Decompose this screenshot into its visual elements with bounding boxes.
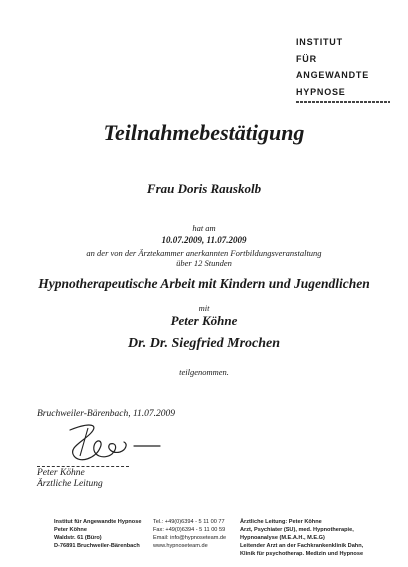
footer-address-line: Institut für Angewandte Hypnose [54,519,142,525]
logo-underline [296,101,390,103]
event-description: an der von der Ärztekammer anerkannten Fortbildungsveranstaltung [86,248,322,258]
trainer-2: Dr. Dr. Siegfried Mrochen [127,336,281,351]
event-dates: 10.07.2009, 11.07.2009 [161,235,247,245]
mit-text: mit [198,303,210,313]
footer-medical-line: Klinik für psychotherap. Medizin und Hypnose [240,551,364,557]
place-date: Bruchweiler-Bärenbach, 11.07.2009 [37,409,176,419]
logo-line-2: FÜR [296,53,317,64]
footer-phone: Tel.: +49(0)6394 - 5 11 00 77 [153,519,225,525]
footer-medical-line: Leitender Arzt an der Fachkrankenklinik Dahn, [240,543,364,549]
course-title: Hypnotherapeutische Arbeit mit Kindern und Jugendlichen [38,276,370,291]
footer-medical-line: Ärztliche Leitung: Peter Köhne [240,519,322,525]
footer-address-line: Peter Köhne [54,527,87,533]
signer-role: Ärztliche Leitung [37,479,103,489]
certificate-title: Teilnahmebestätigung [103,120,305,145]
footer-medical-direction [240,518,363,558]
handwritten-signature [60,418,170,466]
trainer-1: Peter Köhne [170,313,238,328]
footer-medical-line: Hypnoanalyse (M.E.A.H., M.E.G) [240,535,325,541]
footer-email: Email: info@hypnoseteam.de [153,535,227,541]
logo-line-3: ANGEWANDTE [296,70,369,80]
footer-address-line: Waldstr. 61 (Büro) [54,535,102,541]
hat-am-text: hat am [192,223,216,233]
signer-name: Peter Köhne [37,468,85,478]
institute-logo [296,34,392,103]
logo-line-1: INSTITUT [296,37,343,47]
footer-fax: Fax: +49(0)6394 - 5 11 00 59 [153,527,226,533]
signature-line [37,466,129,467]
footer-medical-line: Arzt, Psychiater (SU), med. Hypnotherapie, [240,527,354,533]
footer-address-line: D-76891 Bruchweiler-Bärenbach [54,543,140,549]
footer-address [54,518,141,550]
teilgenommen-text: teilgenommen. [179,367,229,377]
event-duration: über 12 Stunden [176,258,232,268]
footer-website: www.hypnoseteam.de [153,543,208,549]
logo-line-4: HYPNOSE [296,86,346,97]
recipient-name: Frau Doris Rauskolb [146,181,262,196]
footer-contact [153,518,226,550]
